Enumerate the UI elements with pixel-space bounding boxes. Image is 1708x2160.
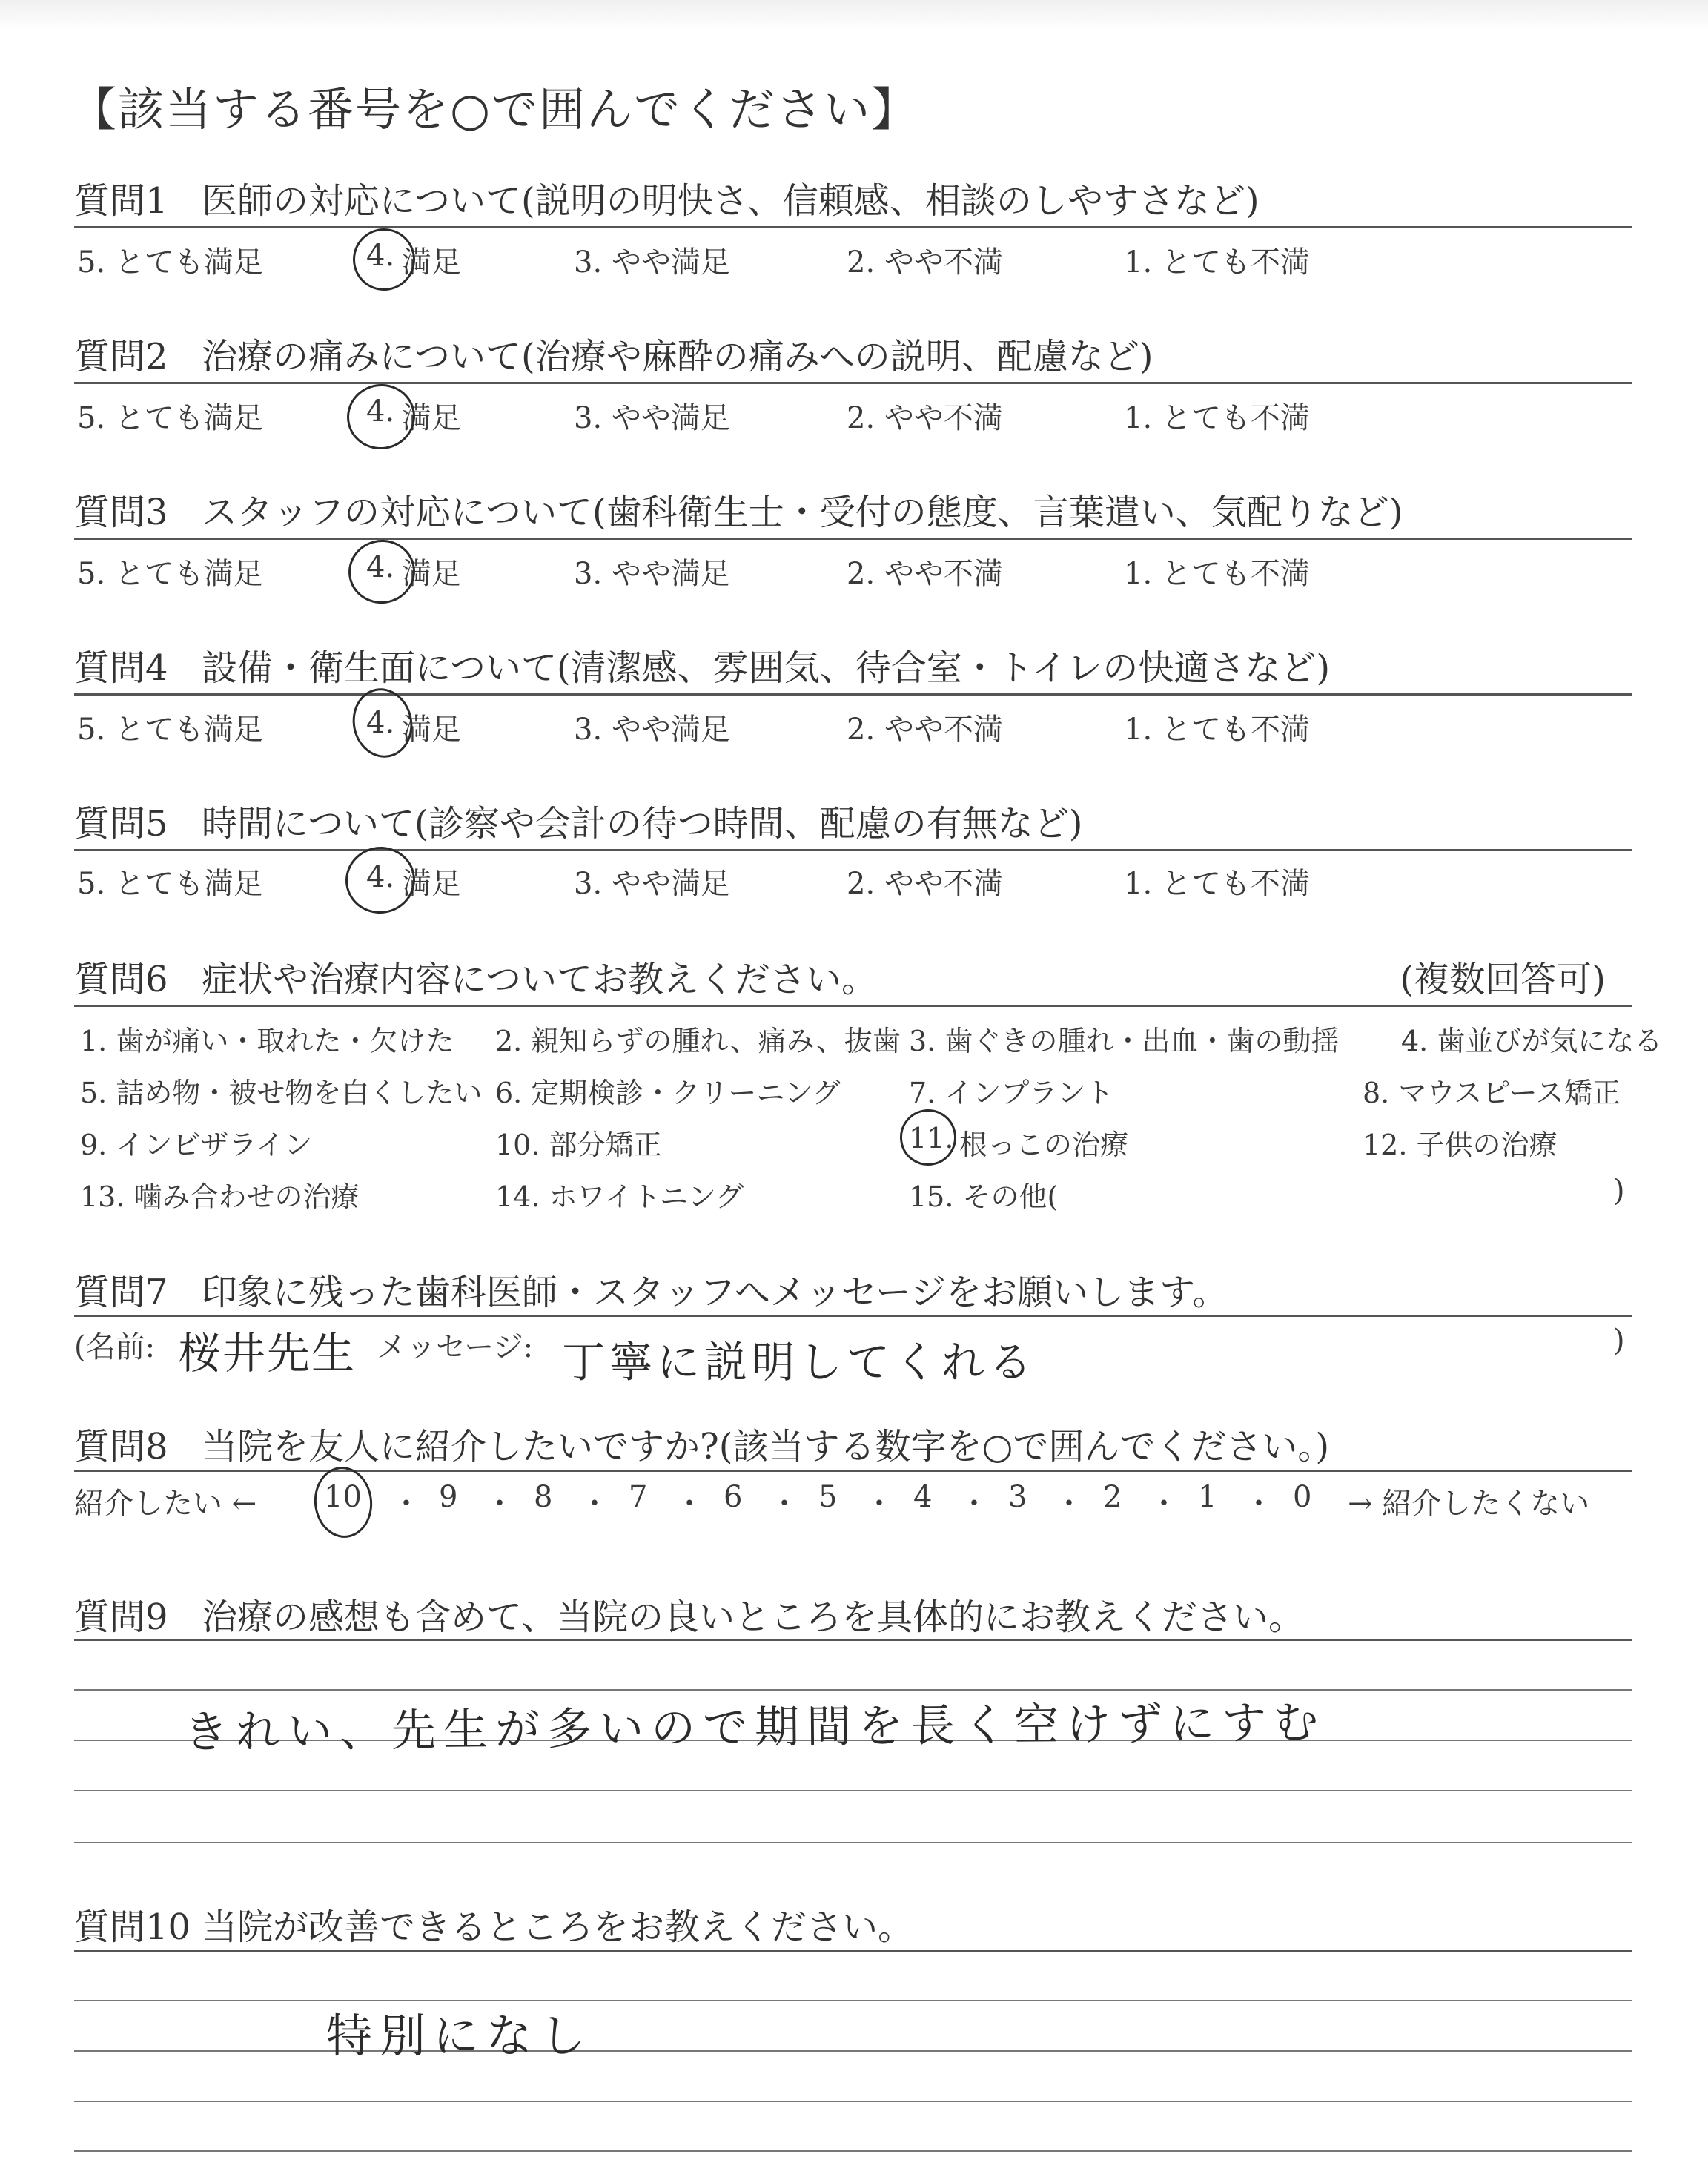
question-number: 質問7 <box>74 1272 168 1313</box>
question-number: 質問6 <box>74 959 168 1000</box>
divider <box>74 382 1632 384</box>
option-4-label: 満足 <box>402 245 461 280</box>
scale-value[interactable]: 8 <box>534 1480 553 1514</box>
scale-value[interactable]: 0 <box>1293 1480 1312 1514</box>
question-7 <box>74 1264 1228 1315</box>
question-number: 質問10 <box>74 1906 191 1948</box>
option-4[interactable]: 4. <box>366 860 395 894</box>
question-text: 設備・衛生面について(清潔感、雰囲気、待合室・トイレの快適さなど) <box>202 647 1331 689</box>
q9-handwritten-answer: きれい、先生が多いので期間を長く空けずにすむ <box>183 1697 1326 1759</box>
multiple-answers-note: (複数回答可) <box>1400 959 1606 1000</box>
divider <box>74 849 1632 851</box>
question-1 <box>74 172 1260 223</box>
question-10 <box>74 1898 913 1949</box>
answer-line <box>74 2000 1632 2001</box>
option-3[interactable]: 3. やや満足 <box>574 401 730 435</box>
question-number: 質問9 <box>74 1596 168 1638</box>
separator: ・ <box>485 1487 514 1521</box>
selection-circle <box>344 535 419 608</box>
question-text: 当院を友人に紹介したいですか?(該当する数字を○で囲んでください。) <box>202 1426 1330 1467</box>
separator: ・ <box>1054 1487 1084 1521</box>
option-4[interactable]: 4. <box>366 394 395 429</box>
symptom-option[interactable]: 10. 部分矯正 <box>495 1129 662 1161</box>
question-text: 医師の対応について(説明の明快さ、信頼感、相談のしやすさなど) <box>202 180 1260 222</box>
symptom-option[interactable]: 4. 歯並びが気になる <box>1401 1025 1663 1057</box>
separator: ・ <box>675 1487 704 1521</box>
symptom-option-11[interactable]: 11. <box>909 1122 954 1155</box>
question-2 <box>74 328 1153 379</box>
option-5[interactable]: 5. とても満足 <box>77 713 263 747</box>
option-2[interactable]: 2. やや不満 <box>847 401 1003 435</box>
question-3 <box>74 483 1403 535</box>
question-text: 印象に残った歯科医師・スタッフへメッセージをお願いします。 <box>202 1272 1228 1313</box>
name-label: (名前: <box>74 1330 156 1364</box>
answer-line <box>74 1842 1632 1843</box>
option-2[interactable]: 2. やや不満 <box>847 245 1003 280</box>
recommend-right-label: → 紹介したくない <box>1348 1487 1590 1521</box>
option-3[interactable]: 3. やや満足 <box>574 713 730 747</box>
answer-line <box>74 2150 1632 2152</box>
question-text: 当院が改善できるところをお教えください。 <box>202 1906 914 1948</box>
message-label: メッセージ: <box>377 1330 534 1364</box>
scale-value[interactable]: 4 <box>913 1480 933 1514</box>
option-4-label: 満足 <box>402 713 461 747</box>
symptom-option[interactable]: 12. 子供の治療 <box>1363 1129 1558 1161</box>
selection-circle <box>341 842 420 918</box>
divider <box>74 538 1632 540</box>
divider <box>74 693 1632 696</box>
divider <box>74 1315 1632 1317</box>
option-4[interactable]: 4. <box>366 706 395 740</box>
option-1[interactable]: 1. とても不満 <box>1124 245 1310 280</box>
symptom-option[interactable]: 7. インプラント <box>909 1077 1114 1109</box>
option-1[interactable]: 1. とても不満 <box>1124 401 1310 435</box>
recommend-left-label: 紹介したい ← <box>74 1487 257 1521</box>
option-2[interactable]: 2. やや不満 <box>847 713 1003 747</box>
separator: ・ <box>769 1487 799 1521</box>
symptom-option[interactable]: 2. 親知らずの腫れ、痛み、抜歯 <box>495 1025 901 1057</box>
symptom-option[interactable]: 13. 噛み合わせの治療 <box>80 1180 360 1213</box>
option-1[interactable]: 1. とても不満 <box>1124 557 1310 591</box>
option-4[interactable]: 4. <box>366 239 395 273</box>
separator: ・ <box>864 1487 894 1521</box>
answer-line <box>74 1790 1632 1791</box>
selection-circle <box>348 223 420 295</box>
symptom-option-other[interactable]: 15. その他( <box>909 1180 1059 1213</box>
question-text: 治療の痛みについて(治療や麻酔の痛みへの説明、配慮など) <box>202 336 1153 377</box>
answer-line <box>74 1689 1632 1691</box>
divider <box>74 1950 1632 1952</box>
separator: ・ <box>959 1487 989 1521</box>
question-number: 質問3 <box>74 492 168 533</box>
question-text: スタッフの対応について(歯科衛生士・受付の態度、言葉遣い、気配りなど) <box>202 492 1403 533</box>
answer-line <box>74 2101 1632 2102</box>
scan-edge <box>0 0 1708 31</box>
question-number: 質問4 <box>74 647 168 689</box>
answer-line <box>74 2050 1632 2052</box>
divider <box>74 1005 1632 1007</box>
option-2[interactable]: 2. やや不満 <box>847 557 1003 591</box>
option-4-label: 満足 <box>402 401 461 435</box>
question-8 <box>74 1418 1329 1469</box>
separator: ・ <box>391 1487 421 1521</box>
divider <box>74 226 1632 228</box>
selection-circle <box>896 1105 961 1170</box>
question-number: 質問2 <box>74 336 168 377</box>
option-5[interactable]: 5. とても満足 <box>77 245 263 280</box>
option-3[interactable]: 3. やや満足 <box>574 245 730 280</box>
option-3[interactable]: 3. やや満足 <box>574 557 730 591</box>
message-close-paren: ) <box>1613 1324 1625 1358</box>
message-handwritten: 丁寧に説明してくれる <box>562 1337 1037 1387</box>
scale-value[interactable]: 7 <box>629 1480 648 1514</box>
question-6 <box>74 951 877 1002</box>
selection-circle <box>311 1464 376 1541</box>
option-4[interactable]: 4. <box>366 550 395 584</box>
symptom-option[interactable]: 9. インビザライン <box>80 1129 313 1161</box>
symptom-option[interactable]: 6. 定期検診・クリーニング <box>495 1077 841 1109</box>
option-1[interactable]: 1. とても不満 <box>1124 867 1310 901</box>
question-9 <box>74 1588 1304 1639</box>
symptom-option[interactable]: 3. 歯ぐきの腫れ・出血・歯の動揺 <box>909 1025 1340 1057</box>
divider <box>74 1639 1632 1641</box>
option-3[interactable]: 3. やや満足 <box>574 867 730 901</box>
option-4-label: 満足 <box>402 867 461 901</box>
option-2[interactable]: 2. やや不満 <box>847 867 1003 901</box>
scale-value[interactable]: 9 <box>439 1480 458 1514</box>
divider <box>74 1470 1632 1472</box>
question-number: 質問8 <box>74 1426 168 1467</box>
question-4 <box>74 639 1330 690</box>
question-text: 治療の感想も含めて、当院の良いところを具体的にお教えください。 <box>202 1596 1305 1638</box>
q10-handwritten-answer: 特別になし <box>326 2009 594 2063</box>
symptom-option[interactable]: 8. マウスピース矯正 <box>1363 1077 1621 1109</box>
option-5[interactable]: 5. とても満足 <box>77 867 263 901</box>
option-5[interactable]: 5. とても満足 <box>77 557 263 591</box>
other-close-paren: ) <box>1613 1174 1625 1208</box>
separator: ・ <box>580 1487 609 1521</box>
selection-circle <box>342 380 419 454</box>
option-5[interactable]: 5. とても満足 <box>77 401 263 435</box>
scale-value[interactable]: 5 <box>818 1480 838 1514</box>
question-text: 症状や治療内容についてお教えください。 <box>202 959 878 1000</box>
scale-value[interactable]: 1 <box>1198 1480 1217 1514</box>
scale-value-10[interactable]: 10 <box>324 1480 362 1514</box>
form-header: 【該当する番号を○で囲んでください】 <box>70 82 919 136</box>
option-1[interactable]: 1. とても不満 <box>1124 713 1310 747</box>
separator: ・ <box>1149 1487 1179 1521</box>
question-5 <box>74 795 1083 846</box>
question-number: 質問5 <box>74 803 168 845</box>
option-4-label: 満足 <box>402 557 461 591</box>
separator: ・ <box>1244 1487 1274 1521</box>
symptom-option[interactable]: 14. ホワイトニング <box>495 1180 744 1213</box>
question-number: 質問1 <box>74 180 168 222</box>
scale-value[interactable]: 6 <box>724 1480 743 1514</box>
symptom-option[interactable]: 1. 歯が痛い・取れた・欠けた <box>80 1025 454 1057</box>
name-handwritten: 桜井先生 <box>178 1328 357 1378</box>
scale-value[interactable]: 3 <box>1008 1480 1027 1514</box>
scale-value[interactable]: 2 <box>1103 1480 1122 1514</box>
symptom-option[interactable]: 5. 詰め物・被せ物を白くしたい <box>80 1077 483 1109</box>
question-text: 時間について(診察や会計の待つ時間、配慮の有無など) <box>202 803 1083 845</box>
symptom-option-11-label: 根っこの治療 <box>959 1129 1129 1161</box>
